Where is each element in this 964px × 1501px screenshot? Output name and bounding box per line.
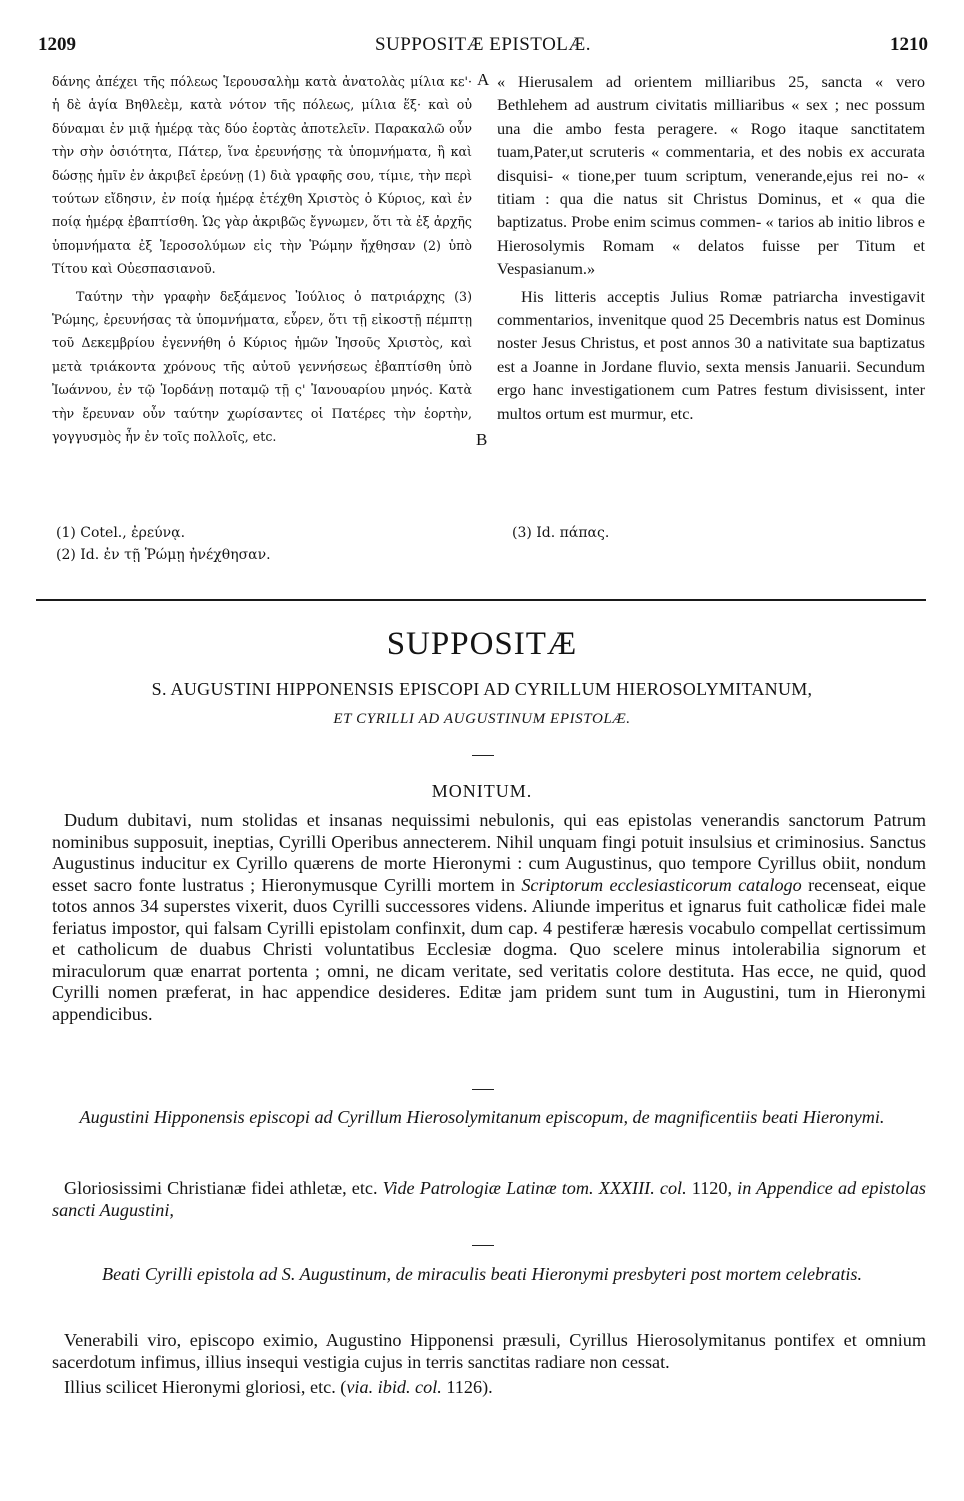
greek-paragraph: Ταύτην τὴν γραφὴν δεξάμενος Ἰούλιος ὁ πατριάρχης (3) Ῥώμης, ἐρευνήσας τὰ ὑπομνήματα, εὗρεν, ὅτι τῇ εἰκοστῇ πέμπτῃ τοῦ Δεκεμβρίου ἐγεννήθη ὁ Κύριος ἡμῶν Ἰησοῦς Χριστὸς, καὶ μετὰ τριάκοντα χρόνους τῆς αὐτοῦ γεννήσεως ἐβαπτίσθη ὑπὸ Ἰωάννου, ἐν τῷ Ἰορδάνῃ ποταμῷ τῇ ς' Ἰανουαρίου μηνός. Κατὰ τὴν ἔρευναν οὖν ταύτην χωρίσαντες οἱ Πατέρες τὴν ἑορτὴν, γογγυσμὸς ἦν ἐν τοῖς πολλοῖς, etc.: [52, 288, 472, 445]
running-title: SUPPOSITÆ EPISTOLÆ.: [374, 34, 592, 55]
ibid-reference: via. ibid. col.: [346, 1377, 442, 1397]
latin-column: [497, 70, 925, 425]
greek-paragraph: δάνης ἀπέχει τῆς πόλεως Ἱερουσαλὴμ κατὰ ἀνατολὰς μίλια κε'· ἡ δὲ ἁγία Βηθλεὲμ, κατὰ νότον τῆς πόλεως, μίλια ἕξ· καὶ οὐ δύναμαι ἐν μιᾷ ἡμέρᾳ τὰς δύο ἑορτὰς ἀποτελεῖν. Παρακαλῶ οὖν τὴν σὴν ὁσιότητα, Πάτερ, ἵνα ἐρευνήσῃς τὰ ὑπομνήματα, ἢ καὶ δώσῃς ἡμῖν ἐν ἀκριβεῖ ἐρεύνῃ (1) διὰ γραφῆς σου, τίμιε, τὴν περὶ τούτων εἴδησιν, ἐν ποίᾳ ἡμέρᾳ ἐτέχθη Χριστὸς ὁ Κύριος, καὶ ἐν ποίᾳ ἡμέρᾳ ἐβαπτίσθη. Ὡς γὰρ ἀκριβῶς ἔγνωμεν, ὅτι τὰ ἐξ ἀρχῆς ὑπομνήματα ἐξ Ἱεροσολύμων εἰς τὴν Ῥώμην ἤχθησαν (2) ὑπὸ Τίτου καὶ Οὐεσπασιανοῦ.: [52, 74, 472, 277]
entry-paragraph: [52, 1178, 926, 1221]
footnote: (3) Id. πάπας.: [512, 525, 610, 541]
latin-paragraph: His litteris acceptis Julius Romæ patriarcha investigavit commentarios, invenitque quod 25 Decembris natus est Dominus noster Jesus Christus, et post annos 30 a nativitate sua baptizatus est a Joanne in Jordane fluvio, sexta mensis Januarii. Secundum ergo hanc investigationem cum Patres festum divisissent, inter multos ortum est murmur, etc.: [497, 286, 925, 423]
footnote: (1) Cotel., ἐρεύνᾳ.: [56, 525, 186, 541]
greek-column: [52, 70, 472, 449]
patrologia-reference: Vide Patrologiæ Latinæ tom. XXXIII. col.: [382, 1178, 687, 1198]
short-rule: [472, 1089, 494, 1090]
entry-paragraph: [52, 1377, 926, 1399]
entry-paragraph: Venerabili viro, episcopo eximio, Augustino Hipponensi præsuli, Cyrillus Hierosolymitanus pontifex et omnium sacerdotum infimus, illius insequi vestigia cujus in terris sanctitas radiare non cessat.: [52, 1330, 926, 1372]
short-rule: [472, 1245, 494, 1246]
short-rule: [472, 755, 494, 756]
footnote: (2) Id. ἐν τῇ Ῥώμῃ ἠνέχθησαν.: [56, 547, 271, 563]
latin-paragraph: « Hierusalem ad orientem milliaribus 25, sancta « vero Bethlehem ad austrum civitatis milliaribus « sex ; nec possum una die ambo festa peragere. « Rogo itaque sanctitatem tuam,Pater,ut scruteris « commentaria, et des nobis ex accurata disquisi- « tione,per tuum scriptum, venerande,ejus rei no- « titiam : qua die natus sit Christus Dominus, et « qua die baptizatus. Probe enim scimus commen- « tarios ab initio libros e Hierosolymis Romam « delatos fuisse per Titum et Vespasianum.»: [497, 72, 925, 279]
page-number-left: 1209: [38, 34, 76, 55]
column-marker-b: B: [476, 430, 488, 449]
entry-incipit: Gloriosissimi Christianæ fidei athletæ, etc.: [64, 1178, 383, 1198]
monitum-heading: MONITUM.: [431, 781, 533, 801]
section-subtitle: S. AUGUSTINI HIPPONENSIS EPISCOPI AD CYRILLUM HIEROSOLYMITANUM,: [151, 679, 813, 699]
section-divider: [36, 599, 926, 601]
catalogue-title: Scriptorum ecclesiasticorum catalogo: [521, 874, 802, 895]
page-header: [38, 34, 928, 60]
footnotes-right: [512, 522, 922, 544]
column-number: 1126).: [441, 1377, 493, 1397]
entry-text-augustine: [52, 1178, 926, 1221]
entry-title-cyril: Beati Cyrilli epistola ad S. Augustinum, de miraculis beati Hieronymi presbyteri post mortem celebratis.: [101, 1264, 863, 1284]
monitum-paragraph: [52, 810, 926, 1025]
entry-text-cyril: [52, 1330, 926, 1399]
column-number: 1120,: [686, 1178, 738, 1198]
column-marker-a: A: [477, 70, 490, 89]
monitum-part2: recenseat, eique totos annos 34 superstes vixerit, duos Cyrilli successores videns. Aliunde imperitus et ignarus fuit catholicæ fidei male feriatus impostor, qui falsam Cyrilli epistolam confinxit, dum cap. 4 pestiferæ hæresis vocabulo compellat certissimum et catholicum de duabus Christi voluntatibus Ecclesiæ dogma. Quo scelere minus intolerabilia signorum et miraculorum quæ enarrat portenta ; omni, ne dicam veritate, sed veritatis colore destituta. Has ecce, ne quid, quod Cyrilli nomen præferat, in hac appendice desideres. Editæ jam pridem sunt tum in Augustini, tum in Hieronymi appendicibus.: [52, 874, 927, 1024]
section-subtitle-italic: ET CYRILLI AD AUGUSTINUM EPISTOLÆ.: [333, 711, 631, 727]
page-number-right: 1210: [890, 34, 928, 55]
monitum-part1: Dudum dubitavi, num stolidas et insanas nequissimi nebulonis, qui eas epistolas venerandis sanctorum Patrum nominibus supposuit, ineptias, Cyrilli Operibus annecterem. Nihil unquam fingi potuit insulsius et criminosius. Sanctus Augustinus inducitur ex Cyrillo quærens de morte Hieronymi : cum Augustinus, quo tempore Cyrillus obiit, nondum esset sacro fonte lustratus ; Hieronymusque Cyrilli mortem in: [52, 810, 926, 895]
monitum-text: [52, 810, 926, 1025]
entry-incipit: Illius scilicet Hieronymi gloriosi, etc. (: [64, 1377, 347, 1397]
appendix-reference: in Appendice ad epistolas sancti Augustini,: [52, 1178, 926, 1220]
footnotes-left: [56, 522, 476, 566]
entry-title-augustine: Augustini Hipponensis episcopi ad Cyrillum Hierosolymitanum episcopum, de magnificentiis beati Hieronymi.: [79, 1107, 885, 1127]
section-title: SUPPOSITÆ: [386, 626, 578, 662]
